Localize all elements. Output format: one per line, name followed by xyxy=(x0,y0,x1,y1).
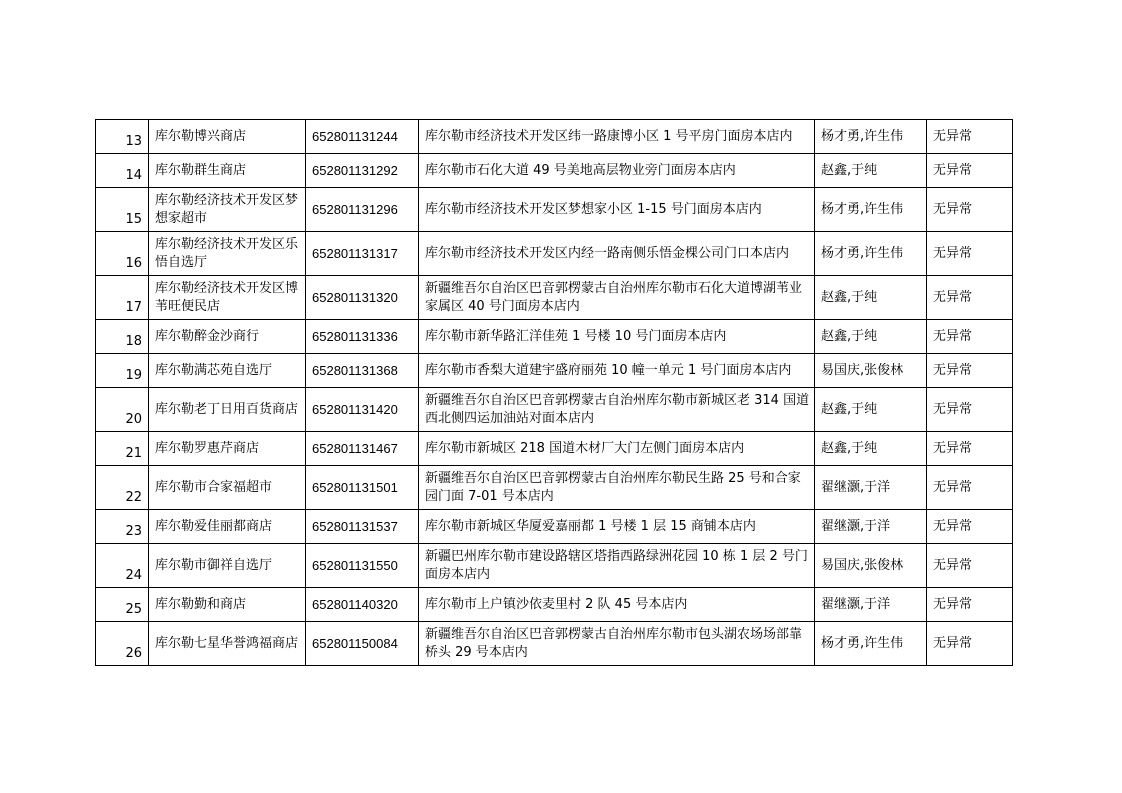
store-name: 库尔勒经济技术开发区乐悟自选厅 xyxy=(149,232,306,276)
license-code: 652801131292 xyxy=(306,154,419,188)
inspectors: 翟继灏,于洋 xyxy=(815,466,927,510)
table-row xyxy=(96,354,1013,388)
store-address: 库尔勒市经济技术开发区梦想家小区 1-15 号门面房本店内 xyxy=(419,188,815,232)
inspectors: 翟继灏,于洋 xyxy=(815,510,927,544)
license-code: 652801131501 xyxy=(306,466,419,510)
store-name: 库尔勒爱佳丽都商店 xyxy=(149,510,306,544)
inspectors: 赵鑫,于纯 xyxy=(815,388,927,432)
table-row xyxy=(96,188,1013,232)
inspection-result: 无异常 xyxy=(927,154,1013,188)
inspectors: 易国庆,张俊林 xyxy=(815,544,927,588)
store-name: 库尔勒罗惠芹商店 xyxy=(149,432,306,466)
inspection-result: 无异常 xyxy=(927,320,1013,354)
license-code: 652801131296 xyxy=(306,188,419,232)
table-row xyxy=(96,120,1013,154)
table-row xyxy=(96,320,1013,354)
store-name: 库尔勒满芯苑自选厅 xyxy=(149,354,306,388)
store-name: 库尔勒七星华誉鸿福商店 xyxy=(149,622,306,666)
table-row xyxy=(96,622,1013,666)
store-name: 库尔勒群生商店 xyxy=(149,154,306,188)
inspection-result: 无异常 xyxy=(927,622,1013,666)
store-name: 库尔勒勤和商店 xyxy=(149,588,306,622)
license-code: 652801131467 xyxy=(306,432,419,466)
inspection-result: 无异常 xyxy=(927,388,1013,432)
store-address: 库尔勒市新华路汇洋佳苑 1 号楼 10 号门面房本店内 xyxy=(419,320,815,354)
inspection-result: 无异常 xyxy=(927,510,1013,544)
inspectors: 赵鑫,于纯 xyxy=(815,154,927,188)
inspectors: 杨才勇,许生伟 xyxy=(815,120,927,154)
table-row xyxy=(96,276,1013,320)
store-name: 库尔勒博兴商店 xyxy=(149,120,306,154)
inspection-result: 无异常 xyxy=(927,466,1013,510)
store-address: 新疆维吾尔自治区巴音郭楞蒙古自治州库尔勒市石化大道博湖苇业家属区 40 号门面房本店内 xyxy=(419,276,815,320)
row-number: 19 xyxy=(96,354,149,388)
inspectors: 赵鑫,于纯 xyxy=(815,432,927,466)
license-code: 652801131420 xyxy=(306,388,419,432)
inspectors: 翟继灏,于洋 xyxy=(815,588,927,622)
store-address: 库尔勒市上户镇沙依麦里村 2 队 45 号本店内 xyxy=(419,588,815,622)
inspection-table xyxy=(95,119,1013,666)
license-code: 652801140320 xyxy=(306,588,419,622)
row-number: 18 xyxy=(96,320,149,354)
inspectors: 易国庆,张俊林 xyxy=(815,354,927,388)
inspection-result: 无异常 xyxy=(927,120,1013,154)
table-body xyxy=(96,120,1013,666)
store-address: 新疆巴州库尔勒市建设路辖区塔指西路绿洲花园 10 栋 1 层 2 号门面房本店内 xyxy=(419,544,815,588)
store-name: 库尔勒市御祥自选厅 xyxy=(149,544,306,588)
row-number: 15 xyxy=(96,188,149,232)
license-code: 652801131244 xyxy=(306,120,419,154)
inspectors: 杨才勇,许生伟 xyxy=(815,188,927,232)
row-number: 21 xyxy=(96,432,149,466)
store-address: 库尔勒市新城区 218 国道木材厂大门左侧门面房本店内 xyxy=(419,432,815,466)
table-row xyxy=(96,154,1013,188)
license-code: 652801131368 xyxy=(306,354,419,388)
store-name: 库尔勒经济技术开发区博苇旺便民店 xyxy=(149,276,306,320)
license-code: 652801131317 xyxy=(306,232,419,276)
store-name: 库尔勒经济技术开发区梦想家超市 xyxy=(149,188,306,232)
store-address: 新疆维吾尔自治区巴音郭楞蒙古自治州库尔勒民生路 25 号和合家园门面 7-01 号本店内 xyxy=(419,466,815,510)
store-name: 库尔勒醉金沙商行 xyxy=(149,320,306,354)
row-number: 16 xyxy=(96,232,149,276)
row-number: 17 xyxy=(96,276,149,320)
table-row xyxy=(96,544,1013,588)
store-address: 新疆维吾尔自治区巴音郭楞蒙古自治州库尔勒市新城区老 314 国道西北侧四运加油站对面本店内 xyxy=(419,388,815,432)
inspection-result: 无异常 xyxy=(927,354,1013,388)
license-code: 652801131320 xyxy=(306,276,419,320)
table-row xyxy=(96,388,1013,432)
row-number: 26 xyxy=(96,622,149,666)
store-address: 库尔勒市经济技术开发区纬一路康博小区 1 号平房门面房本店内 xyxy=(419,120,815,154)
license-code: 652801150084 xyxy=(306,622,419,666)
row-number: 23 xyxy=(96,510,149,544)
license-code: 652801131550 xyxy=(306,544,419,588)
license-code: 652801131537 xyxy=(306,510,419,544)
license-code: 652801131336 xyxy=(306,320,419,354)
store-address: 新疆维吾尔自治区巴音郭楞蒙古自治州库尔勒市包头湖农场场部靠桥头 29 号本店内 xyxy=(419,622,815,666)
row-number: 14 xyxy=(96,154,149,188)
inspectors: 杨才勇,许生伟 xyxy=(815,232,927,276)
inspectors: 杨才勇,许生伟 xyxy=(815,622,927,666)
inspection-result: 无异常 xyxy=(927,588,1013,622)
inspection-result: 无异常 xyxy=(927,188,1013,232)
row-number: 20 xyxy=(96,388,149,432)
table-row xyxy=(96,588,1013,622)
table-row xyxy=(96,466,1013,510)
row-number: 13 xyxy=(96,120,149,154)
inspection-result: 无异常 xyxy=(927,432,1013,466)
store-name: 库尔勒老丁日用百货商店 xyxy=(149,388,306,432)
row-number: 24 xyxy=(96,544,149,588)
inspection-result: 无异常 xyxy=(927,544,1013,588)
table-row xyxy=(96,510,1013,544)
store-address: 库尔勒市新城区华厦爱嘉丽都 1 号楼 1 层 15 商铺本店内 xyxy=(419,510,815,544)
store-name: 库尔勒市合家福超市 xyxy=(149,466,306,510)
table-row xyxy=(96,232,1013,276)
store-address: 库尔勒市石化大道 49 号美地高层物业旁门面房本店内 xyxy=(419,154,815,188)
inspection-result: 无异常 xyxy=(927,276,1013,320)
row-number: 25 xyxy=(96,588,149,622)
store-address: 库尔勒市香梨大道建宇盛府丽苑 10 幢一单元 1 号门面房本店内 xyxy=(419,354,815,388)
inspectors: 赵鑫,于纯 xyxy=(815,276,927,320)
inspection-result: 无异常 xyxy=(927,232,1013,276)
table-row xyxy=(96,432,1013,466)
store-address: 库尔勒市经济技术开发区内经一路南侧乐悟金棵公司门口本店内 xyxy=(419,232,815,276)
inspectors: 赵鑫,于纯 xyxy=(815,320,927,354)
row-number: 22 xyxy=(96,466,149,510)
